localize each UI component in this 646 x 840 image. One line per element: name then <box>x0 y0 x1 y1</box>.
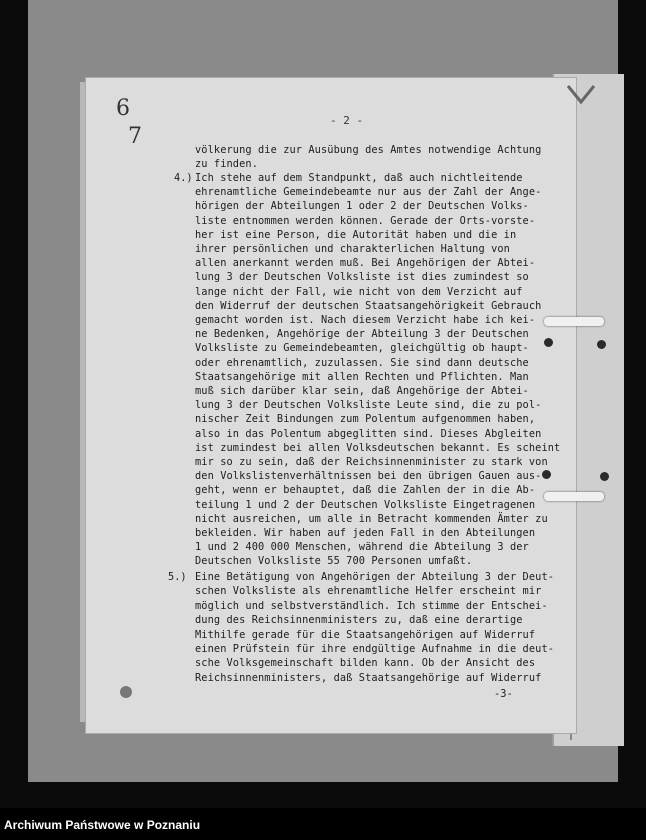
document-line: möglich und selbstverständlich. Ich stimme der Entschei- <box>195 599 548 612</box>
binder-clip-icon <box>566 84 596 106</box>
page-stain <box>120 686 132 698</box>
document-line: schen Volksliste als ehrenamtliche Helfer erscheint mir <box>195 585 542 598</box>
document-line: bekleiden. Wir haben auf jeden Fall in den Abteilungen <box>195 527 536 539</box>
document-line: nischer Zeit Bindungen zum Polentum aufgenommen haben, <box>195 413 536 426</box>
document-line: Eine Betätigung von Angehörigen der Abteilung 3 der Deut- <box>195 571 555 583</box>
document-line: Reichsinnenministers, daß Staatsangehörige auf Widerruf <box>195 671 542 684</box>
document-line: Mithilfe gerade für die Staatsangehörigen auf Widerruf <box>195 628 536 641</box>
document-line: Staatsangehörige mit allen Rechten und Pflichten. Man <box>195 370 529 383</box>
document-line: einen Prüfstein für ihre endgültige Aufnahme in die deut- <box>195 643 555 655</box>
document-line: muß sich darüber klar sein, daß Angehörige der Abtei- <box>195 385 529 397</box>
punch-hole <box>600 472 609 481</box>
document-line: mir so zu sein, daß der Reichsinnenminister zu stark von <box>195 456 548 468</box>
document-line: ehrenamtliche Gemeindebeamte nur aus der Zahl der Ange- <box>195 186 542 199</box>
document-line: 1 und 2 400 000 Menschen, während die Abteilung 3 der <box>195 541 529 554</box>
document-line: teilung 1 und 2 der Deutschen Volksliste Eingetragenen <box>195 498 536 511</box>
document-line: liste entnommen werden können. Gerade der Orts-vorste- <box>195 214 536 227</box>
punch-hole <box>597 340 606 349</box>
archive-name: Archiwum Państwowe w Poznaniu <box>4 818 201 832</box>
document-line: lange nicht der Fall, wie nicht von dem Verzicht auf <box>195 285 523 298</box>
document-line: den Widerruf der deutschen Staatsangehörigkeit Gebrauch <box>195 299 542 312</box>
document-line: Ich stehe auf dem Standpunkt, daß auch nichtleitende <box>195 172 523 184</box>
document-line: Deutschen Volksliste 55 700 Personen umfaßt. <box>195 555 473 568</box>
document-line: sche Volksgemeinschaft bilden kann. Ob der Ansicht des <box>195 657 536 670</box>
handwritten-number: 6 <box>116 96 130 121</box>
document-line: allen anerkannt werden muß. Bei Angehörigen der Abtei- <box>195 257 536 270</box>
punch-hole <box>542 470 551 479</box>
document-line: den Volkslistenverhältnissen bei den übrigen Gauen aus- <box>195 470 542 483</box>
document-line: hörigen der Abteilungen 1 oder 2 der Deutschen Volks- <box>195 200 529 213</box>
document-line: ihrer persönlichen und charakterlichen Haltung von <box>195 243 510 255</box>
document-line: ne Bedenken, Angehörige der Abteilung 3 der Deutschen <box>195 328 529 341</box>
document-line: Volksliste zu Gemeindebeamten, gleichgültig ob haupt- <box>195 342 529 355</box>
document-line: gemacht worden ist. Nach diesem Verzicht habe ich kei- <box>195 314 536 326</box>
document-line: völkerung die zur Ausübung des Amtes notwendige Achtung <box>195 144 542 156</box>
document-line: lung 3 der Deutschen Volksliste Leute sind, die zu pol- <box>195 399 542 412</box>
document-line: nicht ausreichen, um alle in Betracht kommenden Ämter zu <box>195 512 548 525</box>
binder-strap-bottom <box>544 492 604 501</box>
document-line: also in das Polentum abgeglitten sind. Dieses Abgleiten <box>195 427 542 440</box>
document-line: her ist eine Person, die Autorität haben und die in <box>195 228 517 241</box>
punch-hole <box>544 338 553 347</box>
page-number: - 2 - <box>330 114 364 127</box>
item-number: 5.) <box>168 571 187 583</box>
item-number: 4.) <box>174 172 193 184</box>
document-line: ist zumindest bei allen Volksdeutschen bekannt. Es scheint <box>195 441 561 454</box>
document-line: geht, wenn er behauptet, daß die Zahlen der in die Ab- <box>195 484 536 497</box>
binder-strap-top <box>544 317 604 326</box>
document-line: dung des Reichsinnenministers zu, daß eine derartige <box>195 614 523 627</box>
document-line: oder ehrenamtlich, zuzulassen. Sie sind dann deutsche <box>195 356 529 369</box>
document-line: zu finden. <box>195 158 258 170</box>
handwritten-number: 7 <box>128 124 142 149</box>
continuation-mark: -3- <box>494 688 513 700</box>
document-line: lung 3 der Deutschen Volksliste ist dies zumindest so <box>195 271 529 284</box>
